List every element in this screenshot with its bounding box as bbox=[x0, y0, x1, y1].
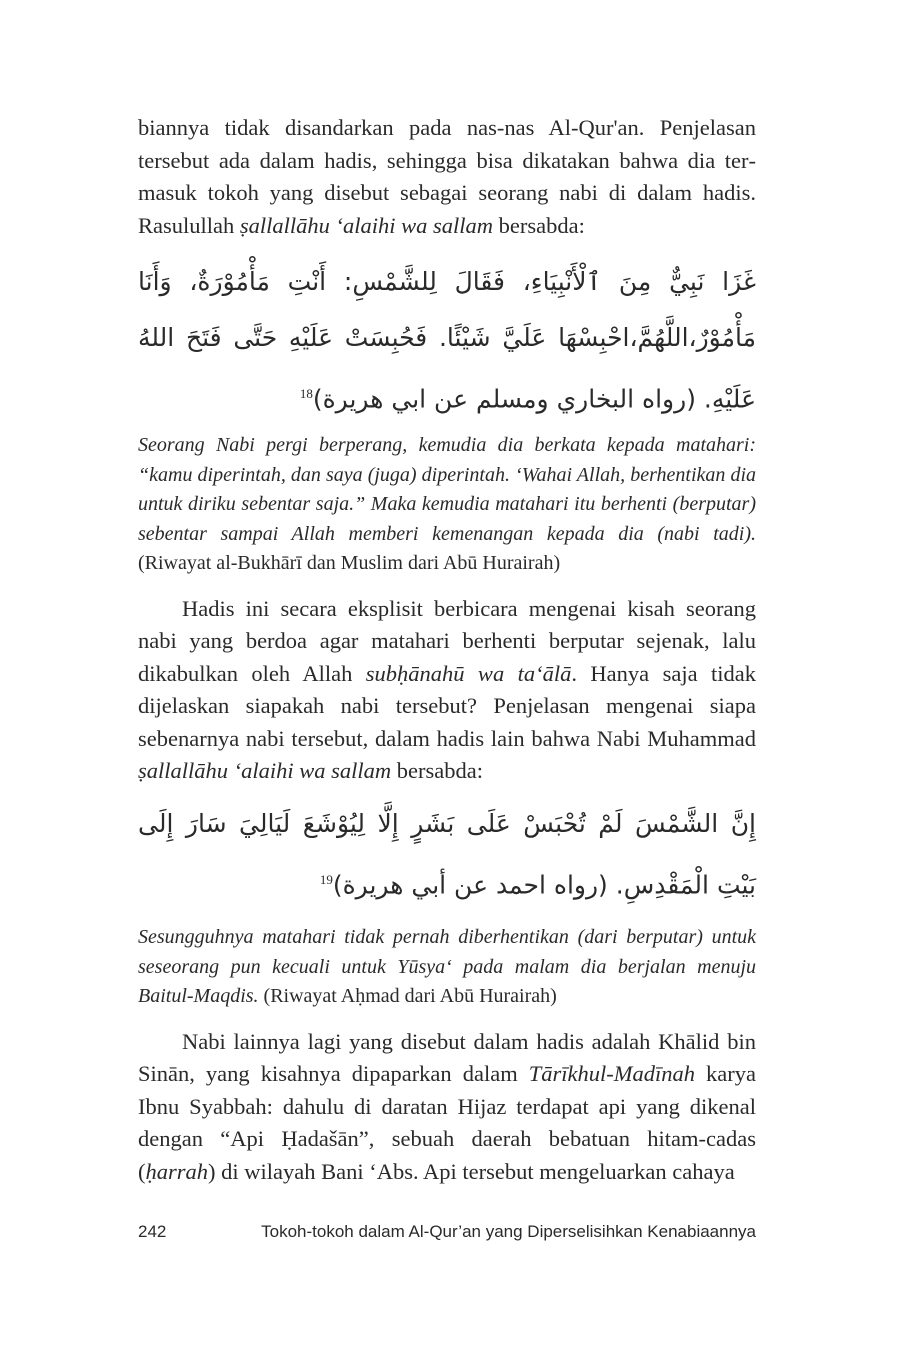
paragraph-khalid bbox=[138, 1026, 756, 1189]
translation-source: (Riwayat Aḥmad dari Abū Hurairah) bbox=[258, 985, 557, 1008]
paragraph-text: karya Ibnu Syabbah: dahulu di daratan Hijaz terdapat api yang dikenal dengan “Api Ḥadašān”, sebuah daerah bebatuan hitam-cadas ( bbox=[138, 1061, 756, 1184]
paragraph-text: biannya tidak disandarkan pada nas-nas Al-Qur'an. Penjelasan tersebut ada dalam hadis, sehingga bisa dikatakan bahwa dia termasuk tokoh yang disebut sebagai seorang nabi di dalam hadis. Rasulullah bbox=[138, 115, 756, 238]
page-content bbox=[138, 112, 756, 1188]
footnote-ref[interactable]: 19 bbox=[319, 871, 333, 887]
book-title: Tārīkhul-Madīnah bbox=[528, 1061, 695, 1087]
paragraph-text: . Hanya saja tidak dijelaskan siapakah nabi tersebut? Penjelasan mengenai siapa sebenarnya nabi tersebut, dalam hadis lain bahwa Nabi Muhammad bbox=[138, 660, 756, 751]
paragraph-text: Hadis ini secara eksplisit berbicara mengenai kisah seorang nabi yang berdoa agar matahari berhenti berputar sejenak, lalu dikabulkan oleh Allah bbox=[138, 595, 756, 686]
running-title: Tokoh-tokoh dalam Al-Qur’an yang Diperselisihkan Kenabiaannya bbox=[261, 1222, 756, 1241]
translation-text: Sesungguhnya matahari tidak pernah diberhentikan (dari berputar) untuk seseorang pun kecuali untuk Yūsya‘ pada malam dia berjalan menuju Baitul-Maqdis. bbox=[138, 926, 756, 1008]
arabic-text: غَزَا نَبِيٌّ مِنَ ٱلْأَنْبِيَاءِ، فَقَالَ لِلشَّمْسِ: أَنْتِ مَأْمُوْرَةٌ، وَأَنَا مَأْمُوْرٌ،اللَّهُمَّ،احْبِسْهَا عَلَيَّ شَيْئًا. فَحُبِسَتْ عَلَيْهِ حَتَّى فَتَحَ اللهُ عَلَيْهِ. (رواه البخاري ومسلم عن ابي هريرة) bbox=[138, 267, 756, 414]
honorific: ṣallallāhu ‘alaihi wa sallam bbox=[239, 212, 494, 238]
honorific: subḥānahū wa ta‘ālā bbox=[365, 660, 572, 686]
paragraph-text: Nabi lainnya lagi yang disebut dalam hadis adalah Khālid bin Sinān, yang kisahnya dipaparkan dalam bbox=[138, 1028, 756, 1087]
paragraph-text: bersabda: bbox=[391, 758, 483, 784]
honorific: ṣallallāhu ‘alaihi wa sallam bbox=[138, 758, 392, 784]
page-number: 242 bbox=[138, 1222, 167, 1241]
paragraph-discussion bbox=[138, 593, 756, 788]
translation-source: (Riwayat al-Bukhārī dan Muslim dari Abū Hurairah) bbox=[138, 552, 561, 575]
paragraph-text: bersabda: bbox=[493, 212, 585, 238]
term: ḥarrah bbox=[145, 1158, 209, 1184]
footnote-ref[interactable]: 18 bbox=[299, 386, 313, 401]
paragraph-intro bbox=[138, 112, 756, 242]
hadith-arabic-1 bbox=[138, 254, 756, 427]
translation-text: Seorang Nabi pergi berperang, kemudia dia berkata kepada matahari: “kamu diperintah, dan saya (juga) diperintah. ‘Wahai Allah, berhentikan dia untuk diriku sebentar saja.” Maka kemudia matahari itu berhenti (berputar) sebentar sampai Allah memberi kemenangan kepada dia (nabi tadi). bbox=[138, 434, 756, 545]
arabic-text: إِنَّ الشَّمْسَ لَمْ تُحْبَسْ عَلَى بَشَرٍ إِلَّا لِيُوْشَعَ لَيَالِيَ سَارَ إِلَى بَيْتِ الْمَقْدِسِ. (رواه احمد عن أبي هريرة) bbox=[138, 808, 756, 900]
page-footer bbox=[138, 1222, 756, 1242]
translation-1 bbox=[138, 431, 756, 579]
translation-2 bbox=[138, 923, 756, 1012]
paragraph-text: ) di wilayah Bani ‘Abs. Api tersebut mengeluarkan cahaya bbox=[208, 1158, 735, 1184]
hadith-arabic-2 bbox=[138, 796, 756, 913]
